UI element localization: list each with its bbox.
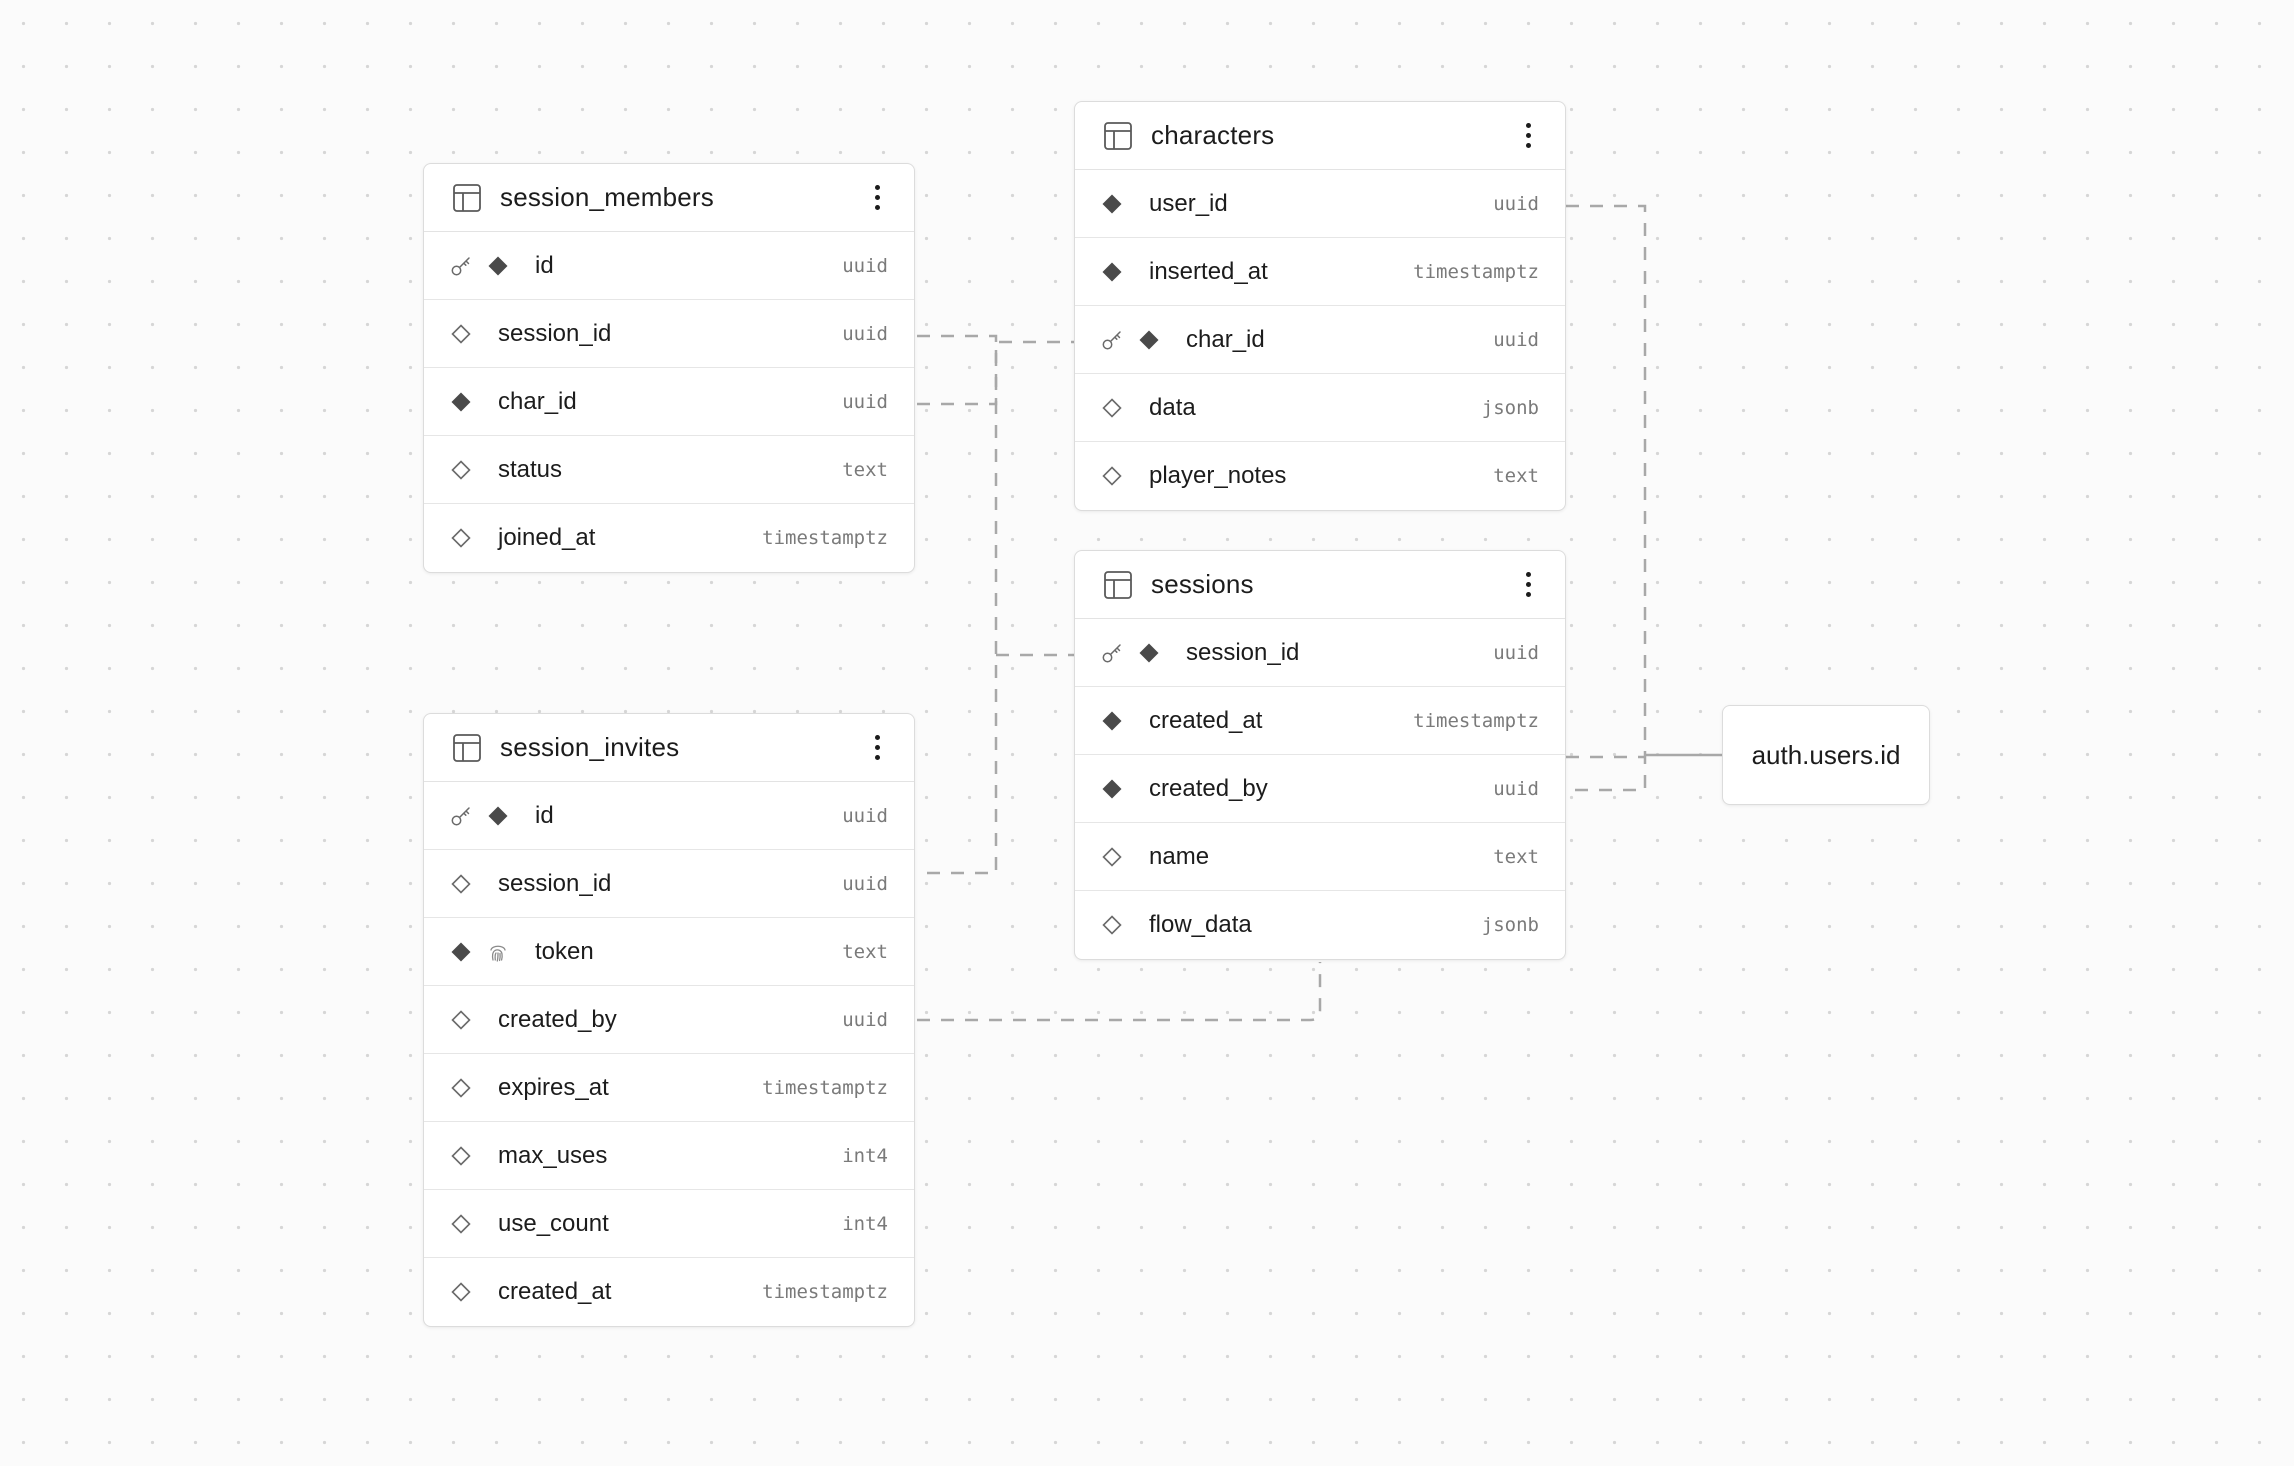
- table-title: characters: [1151, 120, 1275, 150]
- column-type: timestamptz: [1413, 260, 1539, 283]
- table-icon: [1103, 570, 1133, 600]
- column-row-use-count[interactable]: [424, 1190, 914, 1258]
- diamond-outline-icon: [1101, 465, 1123, 487]
- column-name: max_uses: [498, 1141, 608, 1169]
- column-type: timestamptz: [1413, 709, 1539, 732]
- column-row-session-id[interactable]: [1075, 619, 1565, 687]
- column-type: uuid: [1493, 777, 1539, 800]
- column-type: uuid: [1493, 192, 1539, 215]
- table-title: session_invites: [500, 732, 680, 762]
- column-name: created_by: [498, 1005, 617, 1033]
- key-icon: [450, 805, 472, 827]
- column-name: joined_at: [498, 524, 596, 551]
- column-type: uuid: [842, 322, 888, 345]
- column-row-user-id[interactable]: [1075, 170, 1565, 238]
- column-row-expires-at[interactable]: [424, 1054, 914, 1122]
- diamond-outline-icon: [450, 1077, 472, 1099]
- diamond-outline-icon: [450, 873, 472, 895]
- diamond-filled-icon: [1101, 778, 1123, 800]
- more-vertical-icon[interactable]: [1513, 565, 1543, 605]
- column-type: int4: [842, 1212, 888, 1235]
- column-row-created-by[interactable]: [424, 986, 914, 1054]
- table-card-characters[interactable]: [1074, 101, 1566, 511]
- column-row-created-at[interactable]: [424, 1258, 914, 1326]
- key-icon: [450, 255, 472, 277]
- column-type: text: [1493, 845, 1539, 868]
- column-type: text: [842, 940, 888, 963]
- edge-session-members-char-id: [917, 342, 1074, 404]
- key-icon: [1101, 329, 1123, 351]
- diamond-outline-icon: [450, 1009, 472, 1031]
- diamond-outline-icon: [1101, 846, 1123, 868]
- column-row-flow-data[interactable]: [1075, 891, 1565, 959]
- column-row-status[interactable]: [424, 436, 914, 504]
- diamond-outline-icon: [450, 1281, 472, 1303]
- column-type: int4: [842, 1144, 888, 1167]
- column-type: uuid: [842, 872, 888, 895]
- column-type: uuid: [1493, 328, 1539, 351]
- table-header: [1075, 102, 1565, 170]
- table-icon: [1103, 121, 1133, 151]
- table-title: sessions: [1151, 569, 1254, 599]
- diamond-filled-icon: [1101, 710, 1123, 732]
- diamond-outline-icon: [450, 1213, 472, 1235]
- column-name: player_notes: [1149, 462, 1287, 489]
- column-name: status: [498, 455, 563, 483]
- column-name: inserted_at: [1149, 257, 1268, 285]
- column-name: created_by: [1149, 774, 1268, 802]
- column-row-max-uses[interactable]: [424, 1122, 914, 1190]
- more-vertical-icon[interactable]: [862, 178, 892, 218]
- table-header: [424, 164, 914, 232]
- diamond-filled-icon: [450, 391, 472, 413]
- column-row-id[interactable]: [424, 232, 914, 300]
- key-icon: [1101, 642, 1123, 664]
- diamond-filled-icon: [487, 805, 509, 827]
- table-card-session-invites[interactable]: [423, 713, 915, 1327]
- table-icon: [452, 183, 482, 213]
- column-name: token: [535, 937, 594, 965]
- column-type: uuid: [842, 254, 888, 277]
- column-name: char_id: [1186, 325, 1265, 353]
- auth-users-reference-node[interactable]: [1722, 705, 1930, 805]
- edge-session-invites-created-by: [917, 962, 1320, 1020]
- column-name: session_id: [498, 319, 612, 347]
- table-card-sessions[interactable]: [1074, 550, 1566, 960]
- table-title: session_members: [500, 182, 714, 212]
- column-row-player-notes[interactable]: [1075, 442, 1565, 510]
- column-type: jsonb: [1481, 396, 1539, 419]
- column-name: session_id: [1186, 638, 1300, 666]
- diamond-outline-icon: [1101, 397, 1123, 419]
- column-row-token[interactable]: [424, 918, 914, 986]
- column-row-created-at[interactable]: [1075, 687, 1565, 755]
- column-name: data: [1149, 393, 1196, 421]
- column-type: timestamptz: [762, 1076, 888, 1099]
- column-type: text: [842, 458, 888, 481]
- diamond-outline-icon: [1101, 914, 1123, 936]
- diamond-outline-icon: [450, 527, 472, 549]
- diamond-outline-icon: [450, 1145, 472, 1167]
- column-name: expires_at: [498, 1073, 609, 1101]
- table-icon: [452, 733, 482, 763]
- column-row-inserted-at[interactable]: [1075, 238, 1565, 306]
- fingerprint-icon: [487, 941, 509, 963]
- column-name: id: [535, 251, 554, 279]
- table-header: [424, 714, 914, 782]
- column-row-char-id[interactable]: [1075, 306, 1565, 374]
- column-type: uuid: [842, 804, 888, 827]
- diamond-outline-icon: [450, 323, 472, 345]
- column-type: uuid: [842, 1008, 888, 1031]
- column-name: created_at: [1149, 706, 1263, 734]
- edge-session-members-session-id: [917, 336, 996, 873]
- column-row-name[interactable]: [1075, 823, 1565, 891]
- column-row-char-id[interactable]: [424, 368, 914, 436]
- column-name: use_count: [498, 1209, 609, 1237]
- diamond-filled-icon: [1138, 642, 1160, 664]
- column-type: timestamptz: [762, 1281, 888, 1303]
- column-name: char_id: [498, 387, 577, 415]
- column-row-created-by[interactable]: [1075, 755, 1565, 823]
- column-row-session-id[interactable]: [424, 850, 914, 918]
- column-type: text: [1493, 465, 1539, 487]
- column-name: id: [535, 801, 554, 829]
- column-row-id[interactable]: [424, 782, 914, 850]
- diamond-filled-icon: [1101, 193, 1123, 215]
- column-name: created_at: [498, 1278, 612, 1305]
- column-row-session-id[interactable]: [424, 300, 914, 368]
- diamond-filled-icon: [450, 941, 472, 963]
- more-vertical-icon[interactable]: [862, 728, 892, 768]
- diamond-filled-icon: [1138, 329, 1160, 351]
- column-type: jsonb: [1481, 914, 1539, 936]
- column-name: user_id: [1149, 189, 1228, 217]
- table-header: [1075, 551, 1565, 619]
- diamond-outline-icon: [450, 459, 472, 481]
- column-type: uuid: [842, 390, 888, 413]
- column-row-data[interactable]: [1075, 374, 1565, 442]
- table-card-session-members[interactable]: [423, 163, 915, 573]
- column-type: uuid: [1493, 641, 1539, 664]
- column-name: flow_data: [1149, 911, 1252, 938]
- more-vertical-icon[interactable]: [1513, 116, 1543, 156]
- column-name: name: [1149, 842, 1210, 870]
- diamond-filled-icon: [1101, 261, 1123, 283]
- column-row-joined-at[interactable]: [424, 504, 914, 572]
- edge-auth-users-trunk: [1566, 206, 1645, 790]
- diamond-filled-icon: [487, 255, 509, 277]
- column-type: timestamptz: [762, 527, 888, 549]
- reference-label: auth.users.id: [1751, 739, 1901, 770]
- column-name: session_id: [498, 869, 612, 897]
